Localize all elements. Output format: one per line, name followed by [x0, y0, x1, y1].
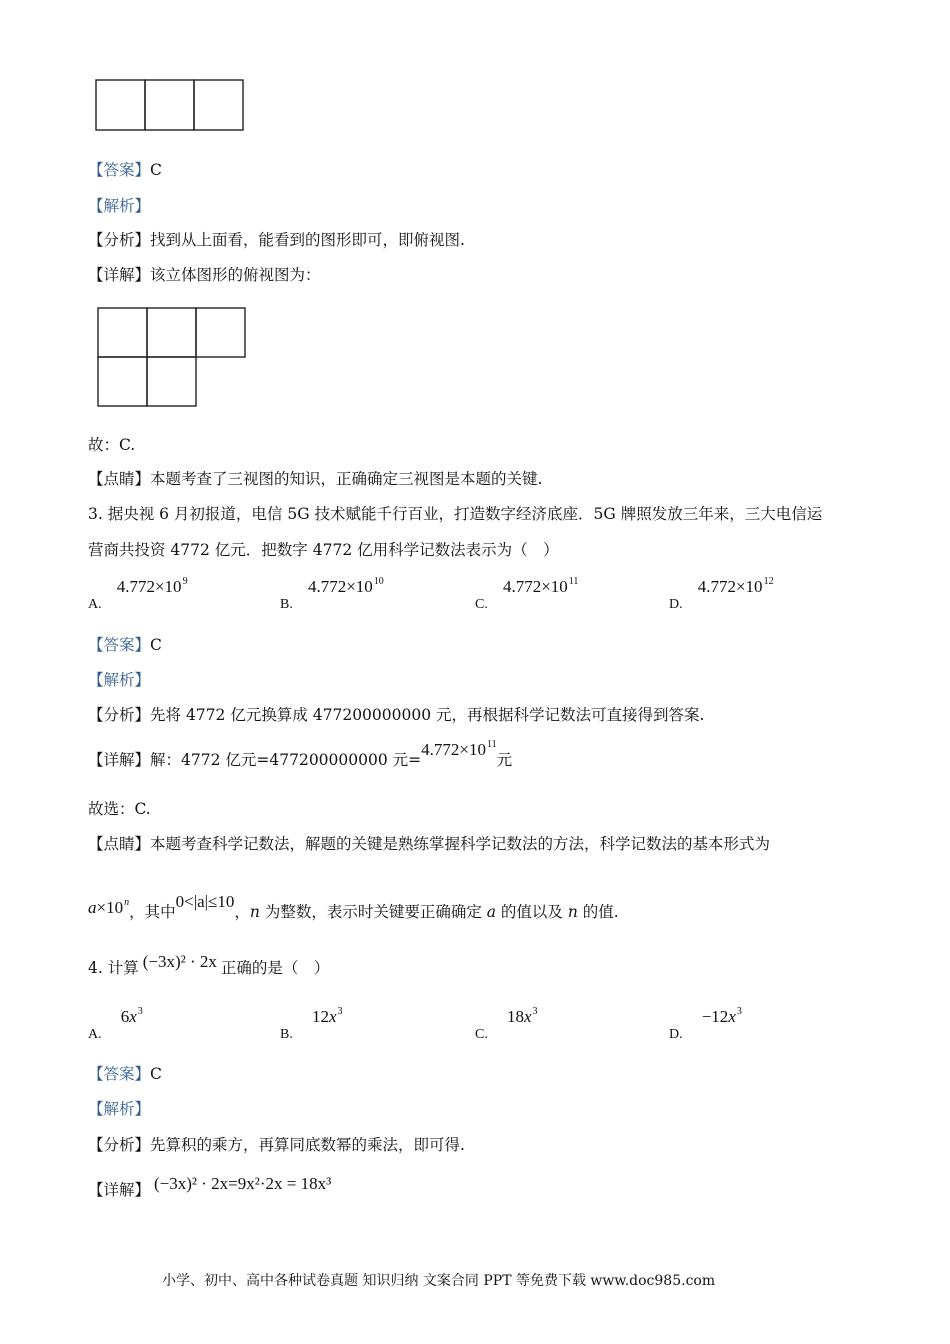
q4-stem-line	[88, 952, 330, 978]
q3-conclusion: 故选：C.	[88, 800, 151, 818]
answer-value: C	[150, 636, 162, 654]
option-exp: 3	[532, 1006, 538, 1017]
math-exp: 11	[486, 739, 497, 750]
q2-dianjing-line	[88, 469, 542, 489]
var-a: a	[486, 903, 496, 921]
xiangjie-tag: 【详解】	[88, 1181, 151, 1199]
var-n2: n	[567, 903, 578, 921]
fenxi-tag: 【分析】	[88, 1136, 151, 1154]
option-exp: 12	[763, 576, 774, 587]
answer-tag: 【答案】	[88, 161, 151, 179]
top-view-figure	[97, 307, 249, 410]
option-math: $6x^3$	[120, 1006, 143, 1026]
option-base: 4.772×10	[697, 577, 763, 596]
option-letter: D.	[669, 1027, 683, 1042]
sci-notation-form	[88, 898, 129, 917]
option-math	[308, 577, 384, 596]
math-a: a	[88, 898, 97, 917]
fenxi-tag: 【分析】	[88, 231, 151, 249]
xiangjie-math: (−3x)² · 2x=9x²·2x = 18x³	[154, 1174, 332, 1193]
q2-fenxi-line	[88, 230, 465, 250]
xiangjie-math	[421, 740, 496, 759]
option-letter: B.	[280, 1027, 293, 1042]
fenxi-text: 找到从上面看，能看到的图形即可，即俯视图.	[150, 231, 465, 249]
q3-option-a	[88, 576, 188, 612]
math-range: 0<|a|≤10	[175, 892, 235, 911]
dianjing-text: 本题考查科学记数法，解题的关键是熟练掌握科学记数法的方法，科学记数法的基本形式为	[150, 835, 771, 853]
option-base: 4.772×10	[116, 577, 182, 596]
option-math	[698, 577, 774, 596]
stem-math: (−3x)² · 2x	[142, 952, 217, 971]
option-coef: 6	[120, 1007, 130, 1026]
option-exp: 3	[736, 1006, 742, 1017]
text-mid2: 的值以及	[496, 903, 568, 921]
math-rest: ×10	[96, 898, 124, 917]
xiangjie-text: 该立体图形的俯视图为：	[150, 266, 321, 284]
text-comma: ，	[234, 903, 250, 921]
q4-option-b	[280, 1006, 343, 1042]
option-exp: 3	[337, 1006, 343, 1017]
option-exp: 11	[568, 576, 579, 587]
q3-option-b	[280, 576, 384, 612]
fenxi-text: 先算积的乘方，再算同底数幂的乘法，即可得.	[150, 1136, 465, 1154]
option-exp: 9	[182, 576, 188, 587]
q3-xiangjie-line	[88, 739, 513, 770]
q4-fenxi-line	[88, 1135, 465, 1155]
option-letter: A.	[88, 1027, 102, 1042]
math-base: 4.772×10	[421, 740, 486, 759]
option-letter: C.	[475, 597, 488, 612]
xiangjie-tag: 【详解】	[88, 266, 151, 284]
answer-value: C	[150, 161, 162, 179]
option-math: $18x^3$	[506, 1006, 538, 1026]
text-end: 的值.	[577, 903, 619, 921]
option-exp: 3	[137, 1006, 143, 1017]
option-math	[117, 577, 188, 596]
option-base: 4.772×10	[502, 577, 568, 596]
q3-fenxi-line	[88, 705, 704, 725]
stem-pre: 4. 计算	[88, 959, 139, 977]
q3-option-d	[669, 576, 774, 612]
option-math: $12x^3$	[311, 1006, 343, 1026]
option-base: 4.772×10	[307, 577, 373, 596]
option-coef: −12	[701, 1007, 729, 1026]
q3-analysis-tag: 【解析】	[88, 671, 151, 689]
three-square-figure	[95, 79, 247, 133]
q4-xiangjie-line	[88, 1174, 332, 1200]
var-n: n	[249, 903, 260, 921]
dianjing-tag: 【点睛】	[88, 835, 151, 853]
option-math	[503, 577, 578, 596]
q4-answer-line	[88, 1064, 162, 1084]
answer-value: C	[150, 1065, 162, 1083]
fenxi-tag: 【分析】	[88, 706, 151, 724]
xiangjie-text: 解：4772 亿元=477200000000 元=	[150, 751, 422, 769]
option-letter: C.	[475, 1027, 488, 1042]
q3-dianjing-line	[88, 834, 770, 854]
fenxi-text: 先将 4772 亿元换算成 477200000000 元，再根据科学记数法可直接得到答案.	[150, 706, 705, 724]
q4-option-d	[669, 1006, 742, 1042]
q4-analysis-tag: 【解析】	[88, 1100, 151, 1118]
option-letter: A.	[88, 597, 102, 612]
page-footer: 小学、初中、高中各种试卷真题 知识归纳 文案合同 PPT 等免费下载 www.doc985.com	[162, 1273, 716, 1289]
option-letter: B.	[280, 597, 293, 612]
text-qizhong: ，其中	[129, 903, 176, 921]
math-exp: n	[124, 897, 130, 908]
q2-conclusion: 故：C.	[88, 436, 136, 454]
q4-option-a	[88, 1006, 143, 1042]
q4-option-c	[475, 1006, 538, 1042]
option-letter: D.	[669, 597, 683, 612]
xiangjie-tag: 【详解】	[88, 751, 151, 769]
q3-stem-line1: 3. 据央视 6 月初报道，电信 5G 技术赋能千行百业，打造数字经济底座．5G 牌照发放三年来，三大电信运	[88, 505, 823, 523]
q2-xiangjie-line	[88, 265, 321, 285]
option-coef: 18	[506, 1007, 524, 1026]
q2-analysis-tag: 【解析】	[88, 197, 151, 215]
q3-answer-line	[88, 635, 162, 655]
q3-dianjing-line2	[88, 892, 619, 922]
option-exp: 10	[373, 576, 384, 587]
xiangjie-post: 元	[496, 751, 513, 769]
q3-stem-line2: 营商共投资 4772 亿元．把数字 4772 亿用科学记数法表示为（ ）	[88, 541, 559, 559]
text-mid: 为整数，表示时关键要正确确定	[259, 903, 487, 921]
answer-tag: 【答案】	[88, 1065, 151, 1083]
q2-answer-line	[88, 160, 162, 180]
dianjing-text: 本题考查了三视图的知识，正确确定三视图是本题的关键.	[150, 470, 543, 488]
dianjing-tag: 【点睛】	[88, 470, 151, 488]
q3-option-c	[475, 576, 579, 612]
stem-post: 正确的是（ ）	[220, 959, 330, 977]
option-math: $-12x^3$	[701, 1006, 742, 1026]
option-coef: 12	[311, 1007, 329, 1026]
answer-tag: 【答案】	[88, 636, 151, 654]
